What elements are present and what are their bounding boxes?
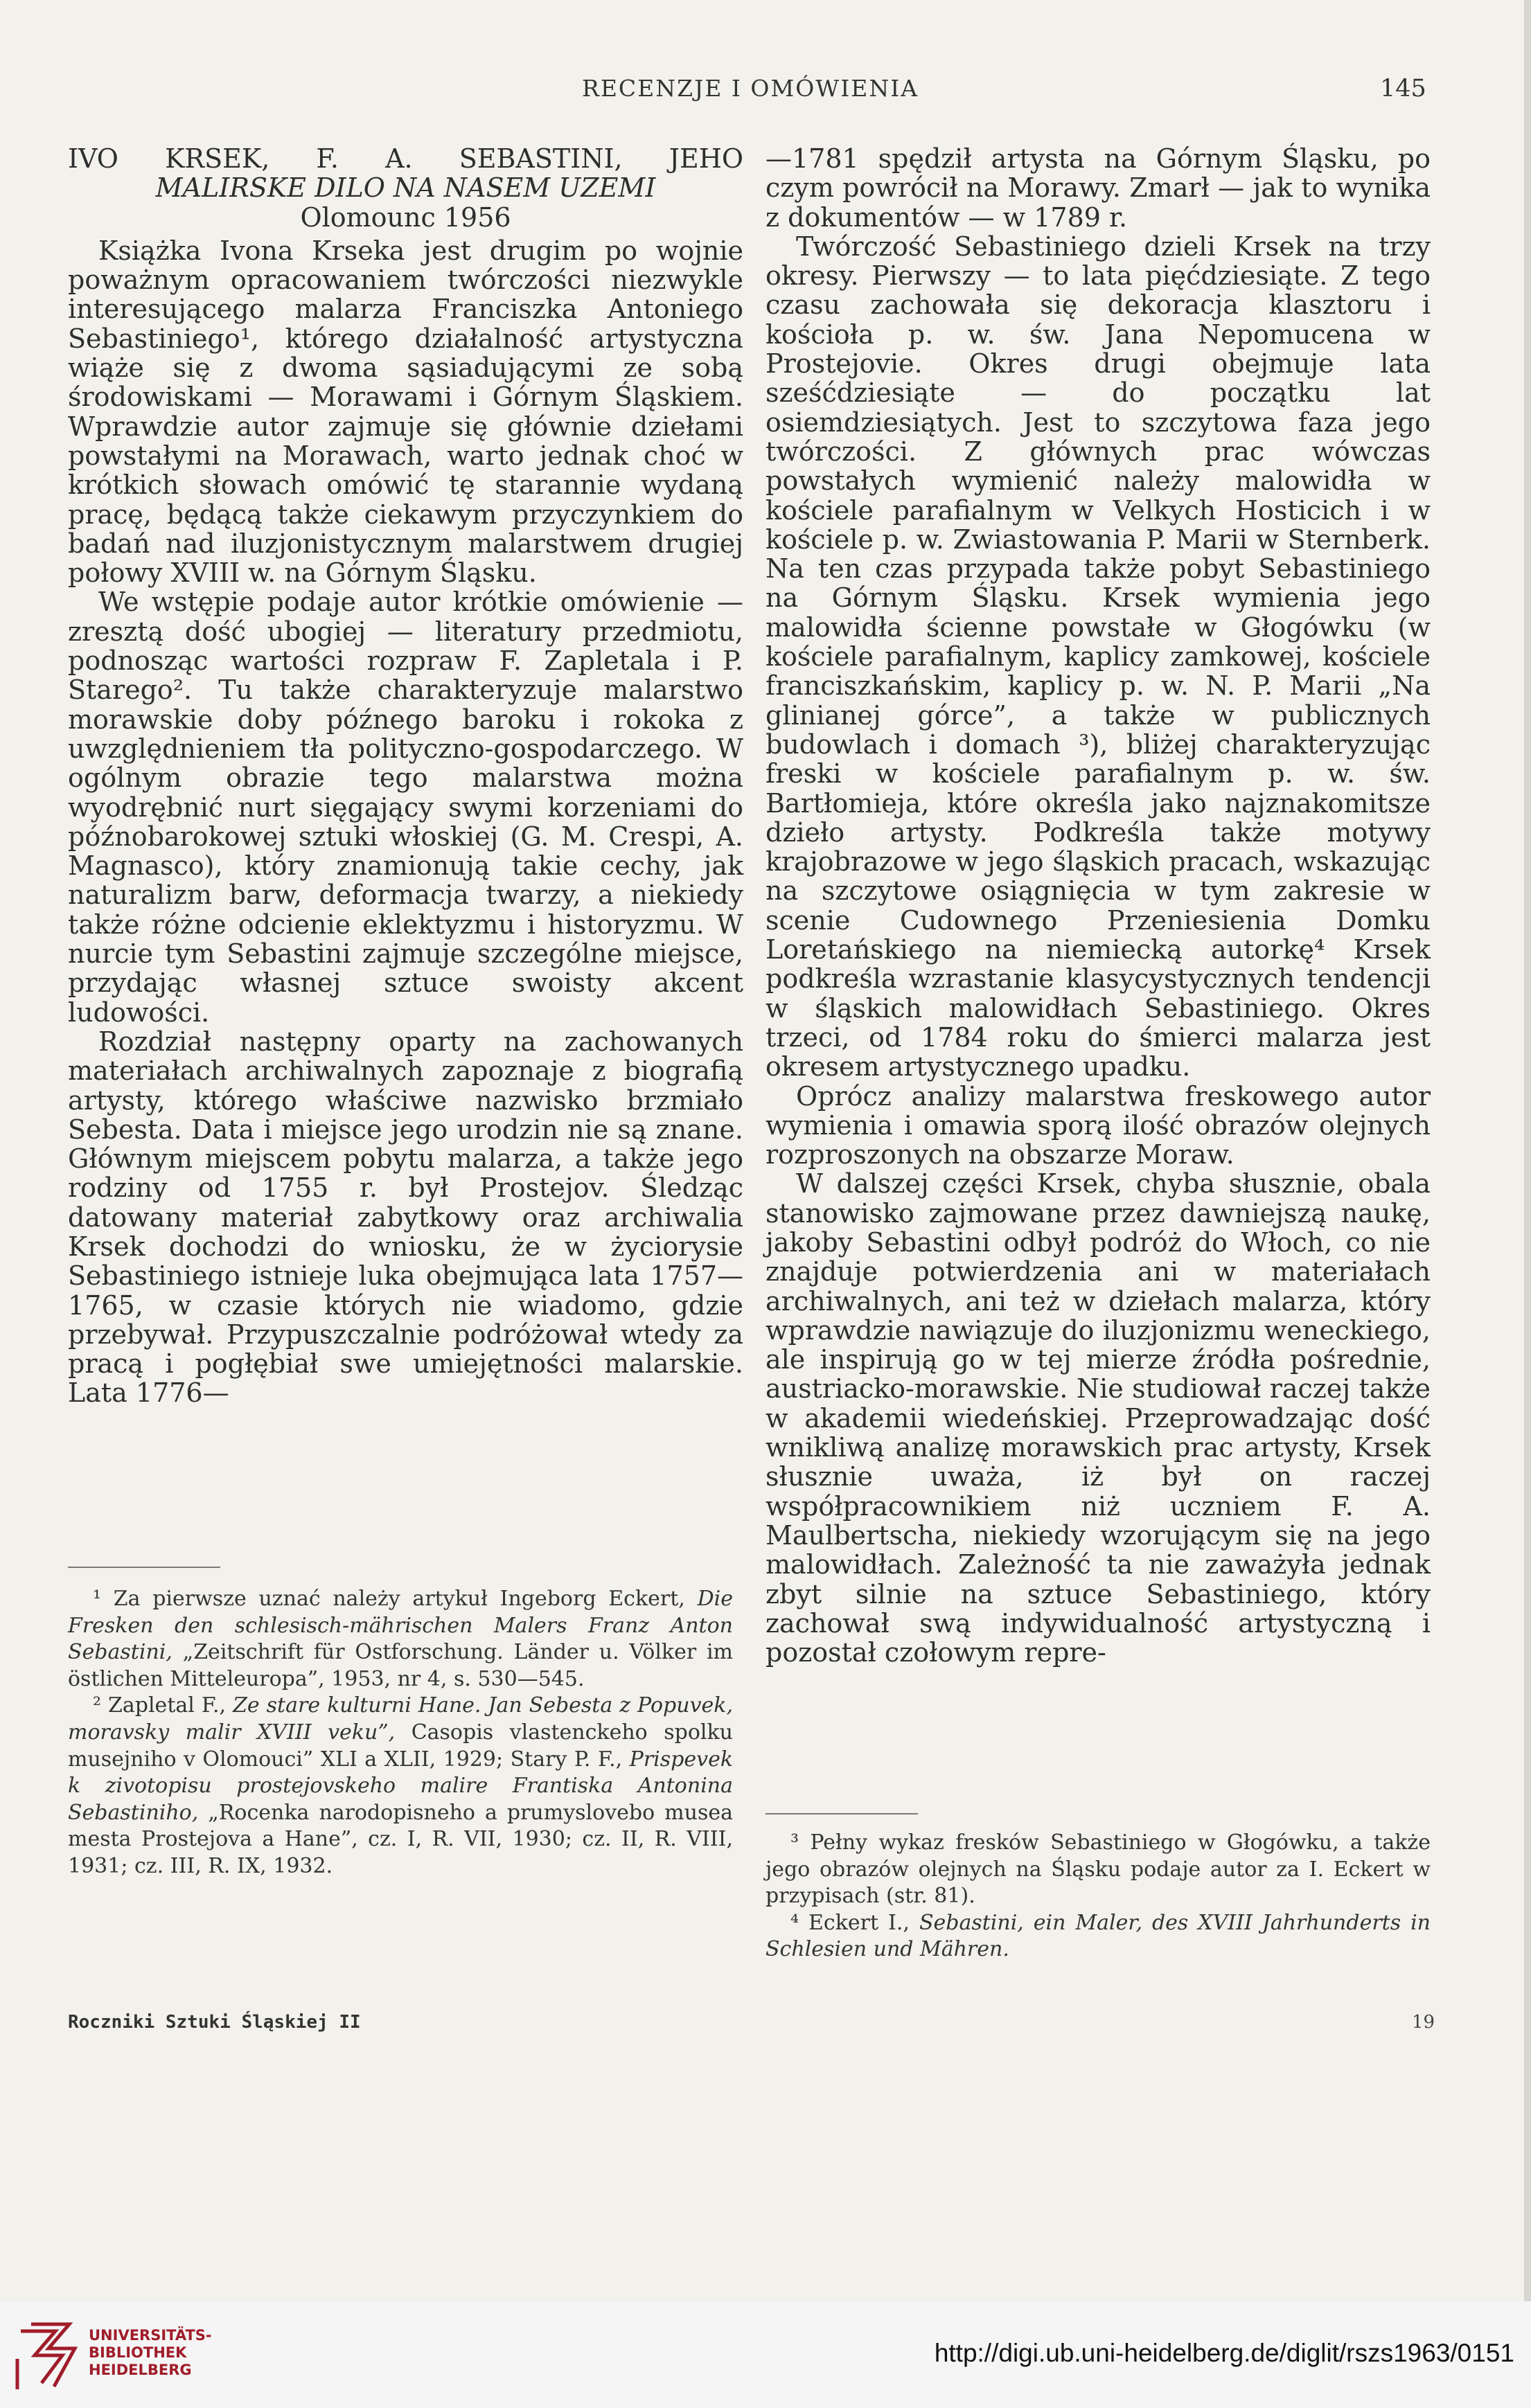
footnote-text: Eckert I.,	[808, 1910, 910, 1935]
footnotes-right	[766, 1830, 1431, 1963]
footnote-text: Zapletal F.,	[108, 1693, 227, 1718]
running-head: RECENZJE I OMÓWIENIA	[582, 75, 919, 102]
paragraph: We wstępie podaje autor krótkie omówienie — zresztą dość ubogiej — literatury przedmiotu, podnosząc wartości rozpraw F. Zapletala i P. Starego². Tu także charakteryzuje malarstwo morawskie doby późnego baroku i rokoka z uwzględnieniem tła polityczno-gospodarczego. W ogólnym obrazie tego malarstwa można wyodrębnić nurt sięgający swymi korzeniami do późnobarokowej sztuki włoskiej (G. M. Crespi, A. Magnasco), który znamionują takie cechy, jak naturalizm barw, deformacja twarzy, a niekiedy także różne odcienie eklektyzmu i historyzmu. W nurcie tym Sebastini zajmuje szczególne miejsce, przydając własnej sztuce swoisty akcent ludowości.	[68, 587, 743, 1028]
title-work-line: MALIRSKE DILO NA NASEM UZEMI	[155, 172, 656, 204]
footnote-2	[68, 1693, 733, 1880]
paragraph: W dalszej części Krsek, chyba słusznie, obala stanowisko zajmowane przez dawniejszą naukę, jakoby Sebastini odbył podróż do Włoch, co nie znajduje potwierdzenia ani w materiałach archiwalnych, ani też w dziełach malarza, który wprawdzie nawiązuje do iluzjonizmu weneckiego, ale inspirują go w tej mierze źródła pośrednie, austriacko-morawskie. Nie studiował raczej także w akademii wiedeńskiej. Przeprowadzając dość wnikliwą analizę morawskich prac artysty, Krsek słusznie uważa, iż był on raczej współpracownikiem niż uczniem F. A. Maulbertscha, niekiedy wzorującym się na jego malowidłach. Zależność ta nie zaważyła jednak zbyt silnie na sztuce Sebastiniego, który zachował swą indywidualność artystyczną i pozostał czołowym repre-	[766, 1168, 1431, 1668]
paragraph: Rozdział następny oparty na zachowanych materiałach archiwalnych zapoznaje z biografią artysty, którego właściwe nazwisko brzmiało Sebesta. Data i miejsce jego urodzin nie są znane. Głównym miejscem pobytu malarza, a także jego rodziny od 1755 r. był Prostejov. Śledząc datowany materiał zabytkowy oraz archiwalia Krsek dochodzi do wniosku, że w życiorysie Sebastiniego istnieje luka obejmująca lata 1757—1765, w czasie których nie wiadomo, gdzie przebywał. Przypuszczalnie podróżował wtedy za pracą i pogłębiał swe umiejętności malarskie. Lata 1776—	[68, 1026, 743, 1409]
sheet-number: 19	[1412, 2012, 1435, 2033]
footnote-title: Sebastini, ein Maler, des XVIII Jahrhunderts in Schlesien und Mähren.	[766, 1910, 1431, 1962]
footnote-text: „Zeitschrift für Ostforschung. Länder u. Völker im östlichen Mitteleuropa”, 1953, nr 4, s. 530—545.	[68, 1640, 733, 1691]
left-column	[68, 144, 743, 1408]
library-name[interactable]	[89, 2327, 212, 2379]
footnote-marker: ⁴	[790, 1910, 799, 1935]
footnote-marker: ³	[790, 1830, 799, 1855]
footnote-1	[68, 1586, 733, 1693]
footnote-title: Prispevek k zivotopisu prostejovskeho malire Frantiska Antonina Sebastiniho,	[68, 1747, 734, 1825]
right-column	[766, 144, 1431, 1667]
series-signature: Roczniki Sztuki Śląskiej II	[68, 2012, 361, 2033]
footnote-rule-right	[766, 1813, 918, 1814]
page-number: 145	[1380, 75, 1426, 102]
footnote-text: Za pierwsze uznać należy artykuł Ingeborg Eckert,	[113, 1587, 685, 1611]
footnotes-left	[68, 1586, 733, 1880]
library-name-line: UNIVERSITÄTS-	[89, 2327, 212, 2344]
library-logo-icon[interactable]	[14, 2317, 80, 2393]
footnote-text: „Rocenka narodopisneho a prumyslovebo musea mesta Prostejova a Hane”, cz. I, R. VII, 1930; cz. II, R. VIII, 1931; cz. III, R. IX, 1932.	[68, 1800, 733, 1878]
library-name-line: HEIDELBERG	[89, 2362, 192, 2378]
footnote-3	[766, 1830, 1431, 1910]
footnote-4	[766, 1910, 1431, 1963]
paragraph: Twórczość Sebastiniego dzieli Krsek na trzy okresy. Pierwszy — to lata pięćdziesiąte. Z tego czasu zachowała się dekoracja klasztoru i kościoła p. w. św. Jana Nepomucena w Prostejovie. Okres drugi obejmuje lata sześćdziesiąte — do początku lat osiemdziesiątych. Jest to szczytowa faza jego twórczości. Z głównych prac wówczas powstałych wymienić należy malowidła w kościele parafialnym w Velkych Hosticich i w kościele p. w. Zwiastowania P. Marii w Sternberk. Na ten czas przypada także pobyt Sebastiniego na Górnym Śląsku. Krsek wymienia jego malowidła ścienne powstałe w Głogówku (w kościele parafialnym, kaplicy zamkowej, kościele franciszkańskim, kaplicy p. w. N. P. Marii „Na glinianej górce”, a także w publicznych budowlach i domach ³), bliżej charakteryzując freski w kościele parafialnym p. w. św. Bartłomieja, które określa jako najznakomitsze dzieło artysty. Podkreśla także motywy krajobrazowe w jego śląskich pracach, wskazując na szczytowe osiągnięcia w tym zakresie w scenie Cudownego Przeniesienia Domku Loretańskiego na niemiecką autorkę⁴ Krsek podkreśla wzrastanie klasycystycznych tendencji w śląskich malowidłach Sebastiniego. Okres trzeci, od 1784 roku do śmierci malarza jest okresem artystycznego upadku.	[766, 231, 1431, 1082]
footnote-title: Ze stare kulturni Hane. Jan Sebesta z Popuvek, moravsky malir XVIII veku”,	[68, 1693, 733, 1745]
footnote-marker: ²	[93, 1693, 102, 1718]
footnote-text: Casopis vlastenckeho spolku musejniho v Olomouci” XLI a XLII, 1929; Stary P. F.,	[68, 1720, 733, 1772]
review-title	[68, 144, 743, 232]
title-place-line: Olomounc 1956	[300, 202, 511, 233]
footnote-title: Die Fresken den schlesisch-mährischen Malers Franz Anton Sebastini,	[68, 1587, 733, 1665]
page-edge-shadow	[1524, 0, 1531, 2408]
library-name-line: BIBLIOTHEK	[89, 2344, 187, 2361]
footnote-rule-left	[68, 1567, 220, 1568]
title-author-line: IVO KRSEK, F. A. SEBASTINI, JEHO	[68, 143, 743, 174]
paragraph: Oprócz analizy malarstwa freskowego autor wymienia i omawia sporą ilość obrazów olejnych rozproszonych na obszarze Moraw.	[766, 1080, 1431, 1170]
footnote-text: Pełny wykaz fresków Sebastiniego w Głogówku, a także jego obrazów olejnych na Śląsku podaje autor za I. Eckert w przypisach (str. 81).	[766, 1830, 1431, 1909]
source-url-link[interactable]: http://digi.ub.uni-heidelberg.de/diglit/rszs1963/0151	[934, 2339, 1514, 2367]
paragraph: Książka Ivona Krseka jest drugim po wojnie poważnym opracowaniem twórczości niezwykle interesującego malarza Franciszka Antoniego Sebastiniego¹, którego działalność artystyczna wiąże się z dwoma sąsiadującymi ze sobą środowiskami — Morawami i Górnym Śląskiem. Wprawdzie autor zajmuje się głównie dziełami powstałymi na Morawach, warto jednak choć w krótkich słowach omówić tę starannie wydaną pracę, będącą także ciekawym przyczynkiem do badań nad iluzjonistycznym malarstwem drugiej połowy XVIII w. na Górnym Śląsku.	[68, 235, 743, 589]
footnote-marker: ¹	[93, 1587, 102, 1611]
paragraph: —1781 spędził artysta na Górnym Śląsku, po czym powrócił na Morawy. Zmarł — jak to wynika z dokumentów — w 1789 r.	[766, 143, 1431, 233]
